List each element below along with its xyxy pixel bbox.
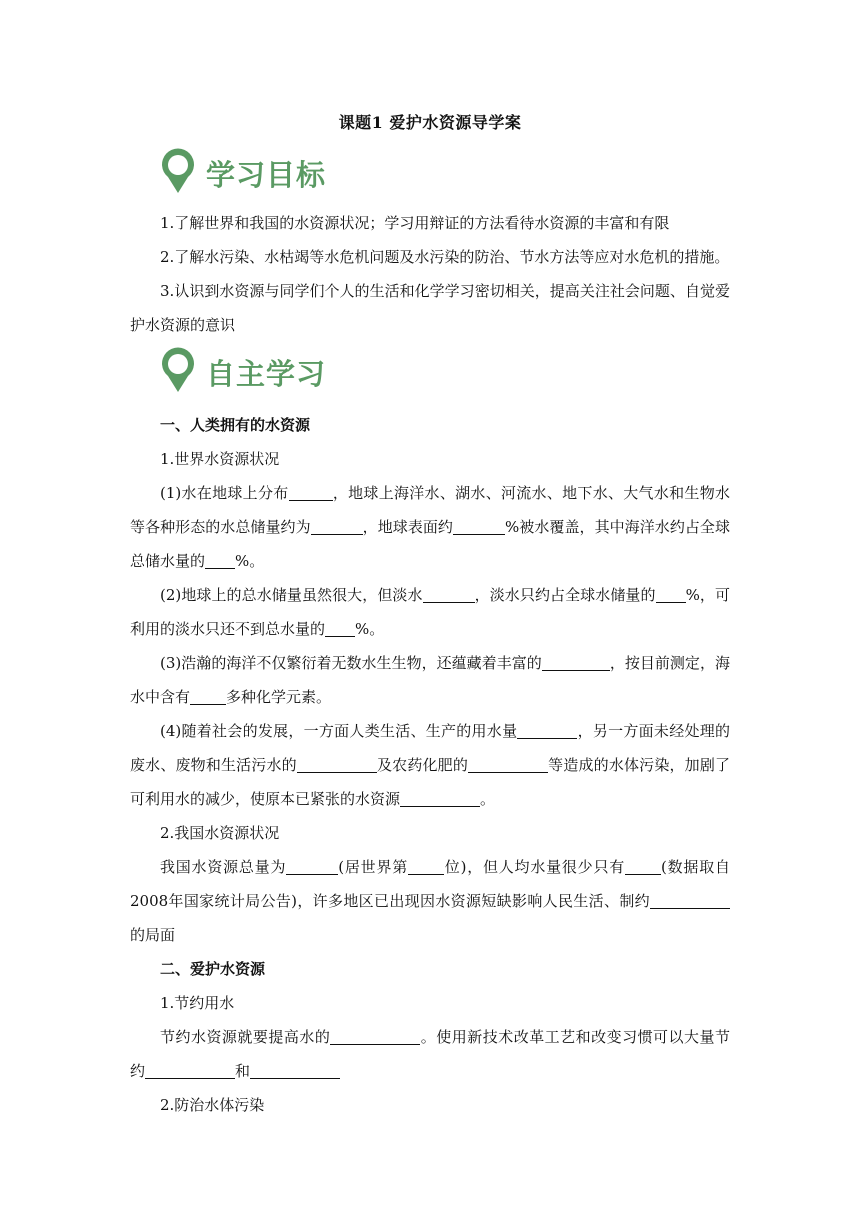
section-heading: 二、爱护水资源 <box>160 960 266 978</box>
answer-blank[interactable] <box>325 619 355 637</box>
answer-blank[interactable] <box>289 483 333 501</box>
objective-item: 3.认识到水资源与同学们个人的生活和化学学习密切相关，提高关注社会问题、自觉爱护水资源的意识 <box>130 282 730 334</box>
answer-blank[interactable] <box>311 517 363 535</box>
question-paragraph: (1)水在地球上分布 ，地球上海洋水、湖水、河流水、地下水、大气水和生物水等各种形态的水总储量约为 ，地球表面约 %被水覆盖，其中海洋水约占全球总储水量的 %。 <box>130 484 730 570</box>
objectives-heading-label: 学习目标 <box>206 158 327 192</box>
answer-blank[interactable] <box>453 517 505 535</box>
question-paragraph: (2)地球上的总水储量虽然很大，但淡水 ，淡水只约占全球水储量的 %，可利用的淡水只还不到总水量的 %。 <box>130 586 730 638</box>
question-paragraph: 我国水资源总量为 (居世界第 位)，但人均水量很少只有 (数据取自2008年国家统计局公告)，许多地区已出现因水资源短缺影响人民生活、制约的局面 <box>130 858 730 944</box>
answer-blank[interactable] <box>330 1027 420 1045</box>
answer-blank[interactable] <box>400 789 480 807</box>
page-title: 课题1 爱护水资源导学案 <box>338 113 522 132</box>
question-paragraph: 节约水资源就要提高水的 。使用新技术改革工艺和改变习惯可以大量节约 和 <box>130 1028 730 1080</box>
objective-item: 2.了解水污染、水枯竭等水危机问题及水污染的防治、节水方法等应对水危机的措施。 <box>160 248 730 266</box>
answer-blank[interactable] <box>286 857 338 875</box>
answer-blank[interactable] <box>190 687 226 705</box>
answer-blank[interactable] <box>408 857 444 875</box>
location-pin-icon <box>160 346 196 394</box>
answer-blank[interactable] <box>650 891 730 909</box>
section-heading: 一、人类拥有的水资源 <box>160 416 311 434</box>
answer-blank[interactable] <box>625 857 661 875</box>
objectives-list <box>130 206 730 342</box>
self-study-content <box>130 408 730 1122</box>
objective-item: 1.了解世界和我国的水资源状况；学习用辩证的方法看待水资源的丰富和有限 <box>160 214 670 232</box>
answer-blank[interactable] <box>205 551 235 569</box>
answer-blank[interactable] <box>297 755 377 773</box>
answer-blank[interactable] <box>656 585 686 603</box>
subsection-heading: 2.防治水体污染 <box>160 1096 265 1114</box>
question-paragraph: (4)随着社会的发展，一方面人类生活、生产的用水量 ，另一方面未经处理的废水、废物和生活污水的 及农药化肥的 等造成的水体污染，加剧了可利用水的减少，使原本已紧张的水资源 。 <box>130 722 730 808</box>
subsection-heading: 2.我国水资源状况 <box>160 824 280 842</box>
answer-blank[interactable] <box>145 1061 235 1079</box>
answer-blank[interactable] <box>250 1061 340 1079</box>
question-paragraph: (3)浩瀚的海洋不仅繁衍着无数水生生物，还蕴藏着丰富的 ，按目前测定，海水中含有 多种化学元素。 <box>130 654 730 706</box>
answer-blank[interactable] <box>468 755 548 773</box>
subsection-heading: 1.世界水资源状况 <box>160 450 280 468</box>
subsection-heading: 1.节约用水 <box>160 994 235 1012</box>
location-pin-icon <box>160 147 196 195</box>
answer-blank[interactable] <box>517 721 577 739</box>
self-study-heading-label: 自主学习 <box>206 357 327 391</box>
answer-blank[interactable] <box>423 585 475 603</box>
answer-blank[interactable] <box>542 653 610 671</box>
